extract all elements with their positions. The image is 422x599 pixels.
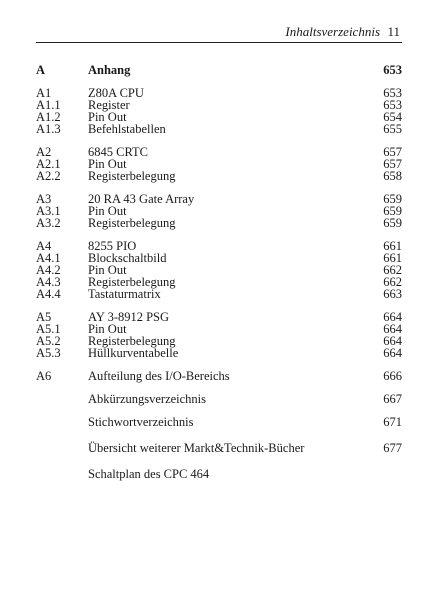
toc-entry-title: Hüllkurventabelle bbox=[88, 346, 179, 360]
toc-entry-page: 653 bbox=[383, 86, 402, 100]
toc-entry-page: 677 bbox=[383, 441, 402, 455]
toc-entry-page: 671 bbox=[383, 415, 402, 429]
toc-entry-title: Schaltplan des CPC 464 bbox=[88, 467, 210, 481]
toc-entry-title: Pin Out bbox=[88, 204, 127, 218]
toc-entry bbox=[36, 345, 402, 361]
toc-entry-number: A bbox=[36, 63, 46, 77]
toc-entry-page: 659 bbox=[383, 204, 402, 218]
toc-entry-number: A1 bbox=[36, 86, 52, 100]
toc-entry-number: A5.1 bbox=[36, 322, 61, 336]
toc-entry-number: A5.2 bbox=[36, 334, 61, 348]
toc-entry-number: A4.3 bbox=[36, 275, 61, 289]
toc-entry-page: 662 bbox=[383, 263, 402, 277]
toc-entry-title: Z80A CPU bbox=[88, 86, 144, 100]
toc-entry-number: A6 bbox=[36, 369, 52, 383]
toc-entry-number: A4.1 bbox=[36, 251, 61, 265]
toc-entry-number: A1.1 bbox=[36, 98, 61, 112]
running-header bbox=[36, 22, 402, 43]
toc-entry-title: Pin Out bbox=[88, 157, 127, 171]
toc-entry-title: Befehlstabellen bbox=[88, 122, 166, 136]
toc-entry-title: Registerbelegung bbox=[88, 216, 176, 230]
toc-entry-title: Pin Out bbox=[88, 110, 127, 124]
toc-entry-title: AY 3-8912 PSG bbox=[88, 310, 170, 324]
toc-entry-number: A2 bbox=[36, 145, 52, 159]
toc-entry-title: Stichwortverzeichnis bbox=[88, 415, 194, 429]
toc-entry-title: Pin Out bbox=[88, 322, 127, 336]
toc-entry-title: 20 RA 43 Gate Array bbox=[88, 192, 195, 206]
toc-entry-number: A4.2 bbox=[36, 263, 61, 277]
toc-entry-page: 661 bbox=[383, 239, 402, 253]
toc-entry-number: A3.1 bbox=[36, 204, 61, 218]
toc-entry bbox=[36, 62, 402, 78]
toc-entry bbox=[36, 466, 402, 482]
toc-entry bbox=[36, 391, 402, 407]
toc-entry-number: A3 bbox=[36, 192, 52, 206]
toc-entry-page: 657 bbox=[383, 145, 402, 159]
toc-entry-number: A2.2 bbox=[36, 169, 61, 183]
toc-entry bbox=[36, 286, 402, 302]
toc-entry-page: 661 bbox=[383, 251, 402, 265]
toc-entry-page: 662 bbox=[383, 275, 402, 289]
toc-entry bbox=[36, 121, 402, 137]
toc-entry-number: A2.1 bbox=[36, 157, 61, 171]
toc-entry-title: Übersicht weiterer Markt&Technik-Bücher bbox=[88, 441, 305, 455]
toc-entry-title: Register bbox=[88, 98, 130, 112]
toc-entry-page: 658 bbox=[383, 169, 402, 183]
toc-entry-page: 664 bbox=[383, 322, 402, 336]
toc-entry-page: 657 bbox=[383, 157, 402, 171]
toc-entry-title: Registerbelegung bbox=[88, 334, 176, 348]
toc-entry bbox=[36, 440, 402, 456]
toc-entry-number: A4 bbox=[36, 239, 52, 253]
toc-entry-page: 664 bbox=[383, 346, 402, 360]
toc-entry-number: A5.3 bbox=[36, 346, 61, 360]
toc-entry-page: 655 bbox=[383, 122, 402, 136]
toc-entry bbox=[36, 368, 402, 384]
toc-entry-title: Blockschaltbild bbox=[88, 251, 167, 265]
toc-entry-page: 664 bbox=[383, 310, 402, 324]
toc-entry-page: 653 bbox=[383, 63, 402, 77]
toc-entry-page: 663 bbox=[383, 287, 402, 301]
toc-entry-page: 653 bbox=[383, 98, 402, 112]
toc-entry-title: Tastaturmatrix bbox=[88, 287, 161, 301]
toc-entry-number: A1.2 bbox=[36, 110, 61, 124]
toc-entry-page: 654 bbox=[383, 110, 402, 124]
toc-entry-title: Abkürzungsverzeichnis bbox=[88, 392, 207, 406]
toc-entry-title: Pin Out bbox=[88, 263, 127, 277]
toc-entry-title: Registerbelegung bbox=[88, 169, 176, 183]
toc-entry-page: 664 bbox=[383, 334, 402, 348]
toc-entry-number: A5 bbox=[36, 310, 52, 324]
toc-entry-number: A3.2 bbox=[36, 216, 61, 230]
toc-entry bbox=[36, 414, 402, 430]
toc-entry-title: Registerbelegung bbox=[88, 275, 176, 289]
toc-entry-title: Aufteilung des I/O-Bereichs bbox=[88, 369, 230, 383]
toc-entry-page: 659 bbox=[383, 216, 402, 230]
toc-entry-number: A1.3 bbox=[36, 122, 61, 136]
toc-entry-page: 666 bbox=[383, 369, 402, 383]
toc-entry-page: 667 bbox=[383, 392, 402, 406]
toc-entry bbox=[36, 168, 402, 184]
toc-entry-title: 8255 PIO bbox=[88, 239, 137, 253]
toc-entry-title: Anhang bbox=[88, 63, 131, 77]
header-title: Inhaltsverzeichnis bbox=[285, 24, 380, 39]
header-page-number: 11 bbox=[387, 24, 400, 39]
toc-entry bbox=[36, 215, 402, 231]
toc-entry-title: 6845 CRTC bbox=[88, 145, 149, 159]
toc-entry-page: 659 bbox=[383, 192, 402, 206]
toc-entry-number: A4.4 bbox=[36, 287, 61, 301]
